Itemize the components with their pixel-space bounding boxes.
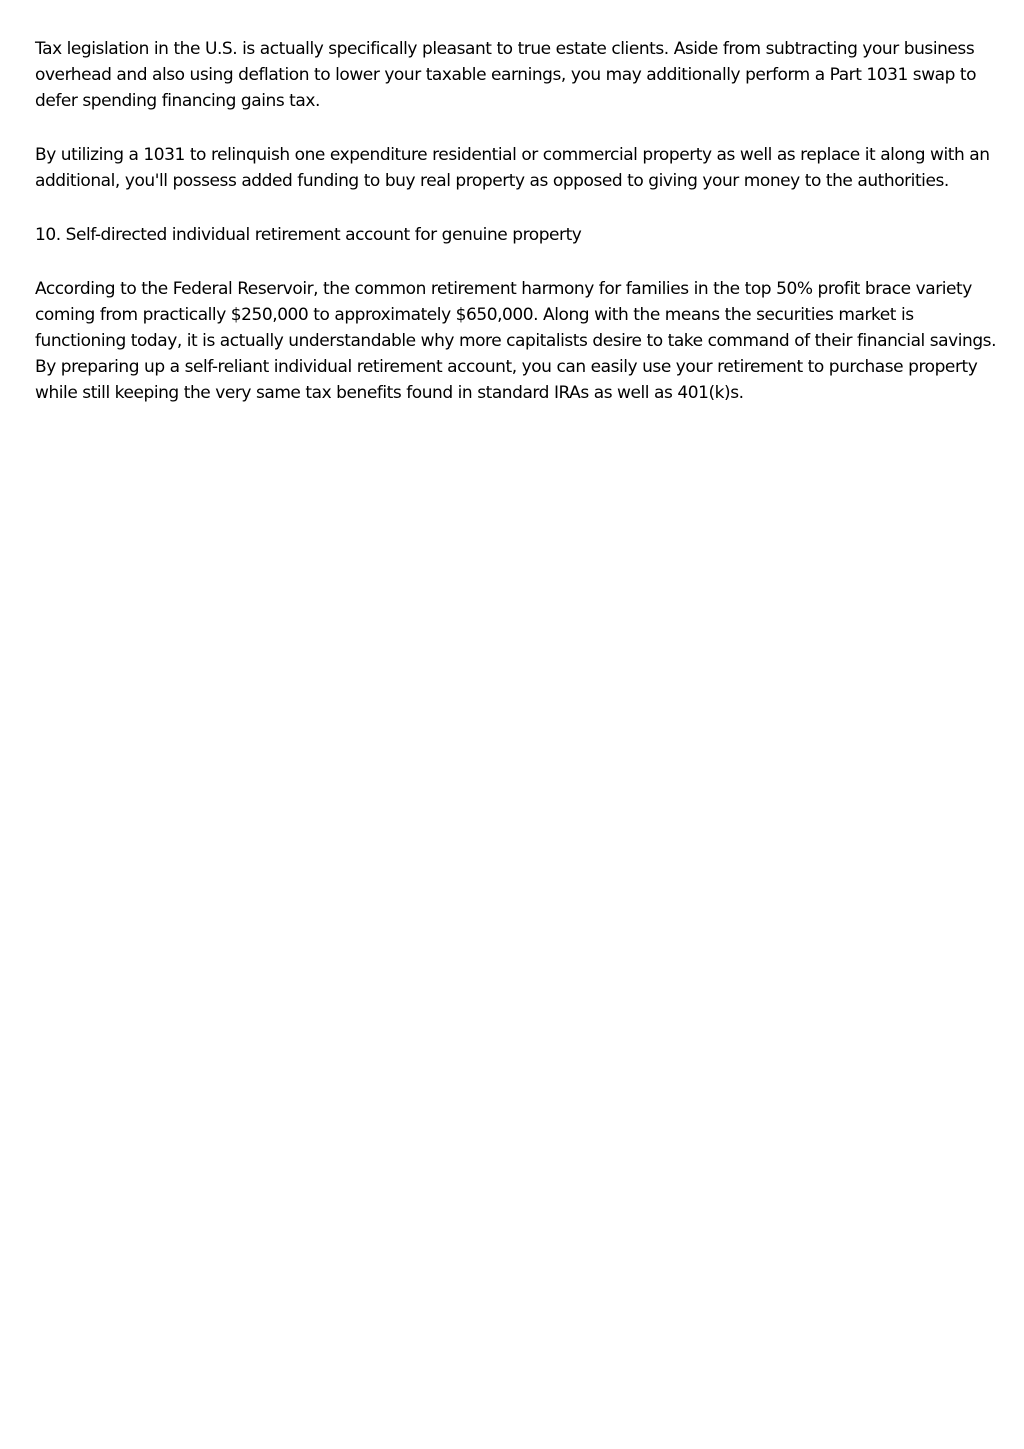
- section-heading-self-directed-ira: 10. Self-directed individual retirement account for genuine property: [35, 225, 582, 245]
- article-body: [35, 36, 997, 434]
- paragraph-tax-legislation: Tax legislation in the U.S. is actually specifically pleasant to true estate clients. Aside from subtracting your business overhead and also using deflation to lower your taxable earnings, you may additionally perform a Part 1031 swap to defer spending financing gains tax.: [35, 39, 977, 111]
- paragraph-retirement-savings: According to the Federal Reservoir, the common retirement harmony for families in the top 50% profit brace variety coming from practically $250,000 to approximately $650,000. Along with the means the securities market is functioning today, it is actually understandable why more capitalists desire to take command of their financial savings. By preparing up a self-reliant individual retirement account, you can easily use your retirement to purchase property while still keeping the very same tax benefits found in standard IRAs as well as 401(k)s.: [35, 279, 997, 403]
- paragraph-1031-exchange: By utilizing a 1031 to relinquish one expenditure residential or commercial property as well as replace it along with an additional, you'll possess added funding to buy real property as opposed to giving your money to the authorities.: [35, 145, 990, 191]
